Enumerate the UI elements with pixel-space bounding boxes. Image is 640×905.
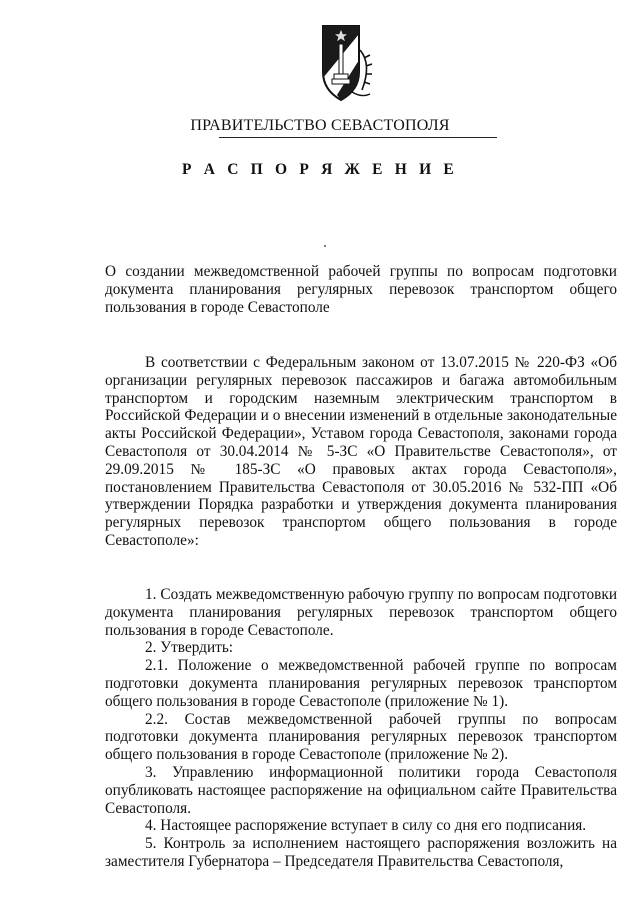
preamble-text: В соответствии с Федеральным законом от 13.07.2015 № 220-ФЗ «Об организации регулярных перевозок пассажиров и багажа автомобильным транспортом и городским наземным электрическим транспортом в Российской Федерации и о внесении изменений в отдельные законодательные акты Российской Федерации», Уставом города Севастополя, законами города Севастополя от 30.04.2014 № 5-ЗС «О Правительстве Севастополя», от 29.09.2015 № 185-ЗС «О правовых актах города Севастополя», постановлением Правительства Севастополя от 30.05.2016 № 532-ПП «Об утверждении Порядка разработки и утверждения документа планирования регулярных перевозок транспортом общего пользования в городе Севастополе»:: [105, 354, 617, 549]
coat-of-arms-icon: [296, 20, 386, 106]
decision-items: [105, 586, 617, 871]
list-item: 4. Настоящее распоряжение вступает в силу со дня его подписания.: [145, 817, 587, 835]
document-subject: [105, 263, 617, 316]
list-item: 3. Управлению информационной политики города Севастополя опубликовать настоящее распоряжение на официальном сайте Правительства Севастополя.: [105, 763, 617, 817]
list-item: 5. Контроль за исполнением настоящего распоряжения возложить на заместителя Губернатора – Председателя Правительства Севастополя,: [105, 835, 617, 870]
header-divider: [219, 137, 497, 138]
list-item: 2. Утвердить:: [145, 639, 234, 657]
authority-name: ПРАВИТЕЛЬСТВО СЕВАСТОПОЛЯ: [190, 117, 450, 134]
subject-text: О создании межведомственной рабочей группы по вопросам подготовки документа планирования регулярных перевозок транспортом общего пользования в городе Севастополе: [105, 263, 617, 316]
list-item: 1. Создать межведомственную рабочую группу по вопросам подготовки документа планирования регулярных перевозок транспортом общего пользования в городе Севастополе.: [105, 586, 617, 639]
preamble: [105, 354, 617, 550]
list-item: 2.1. Положение о межведомственной рабочей группе по вопросам подготовки документа планирования регулярных перевозок транспортом общего пользования в городе Севастополе (приложение № 1).: [105, 657, 617, 710]
scan-dot: [324, 245, 326, 247]
list-item: 2.2. Состав межведомственной рабочей группы по вопросам подготовки документа планирования регулярных перевозок транспортом общего пользования в городе Севастополе (приложение № 2).: [105, 710, 617, 764]
document-type: Р А С П О Р Я Ж Е Н И Е: [182, 161, 458, 178]
